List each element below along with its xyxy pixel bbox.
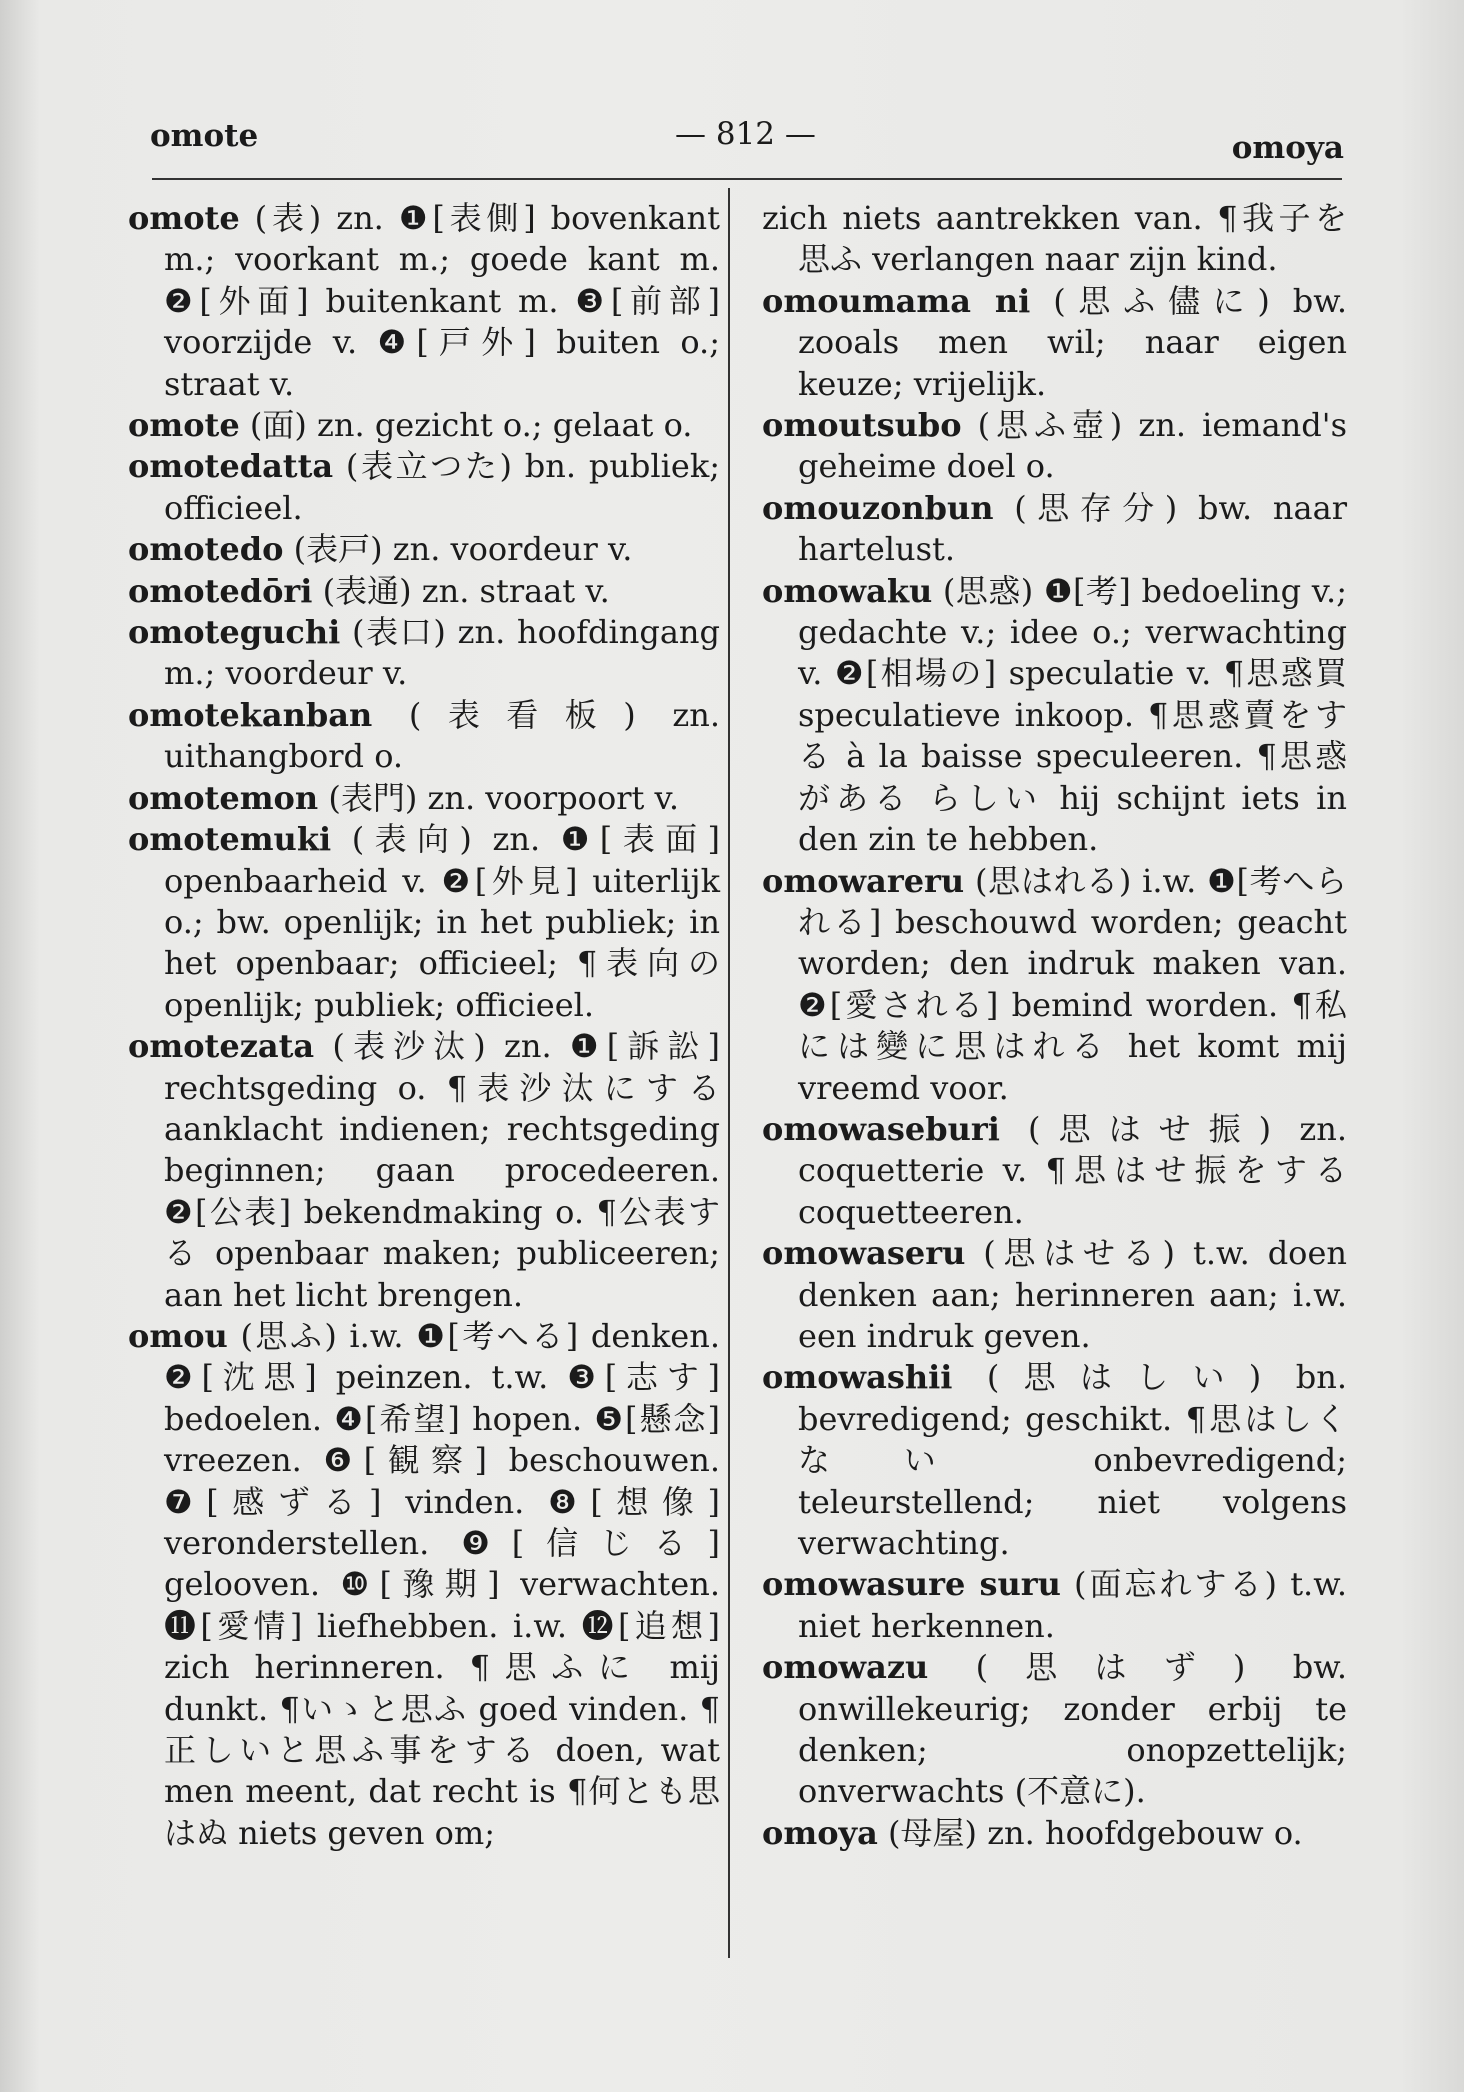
column-divider [728,188,730,1958]
dictionary-entry [128,198,720,405]
entry-text: (思ふ壺) zn. iemand's geheime doel o. [798,406,1347,486]
right-column [762,198,1347,1854]
entry-text: (思はせる) t.w. doen denken aan; herinneren aan; i.w. een indruk geven. [798,1234,1347,1355]
dictionary-entry [762,1109,1347,1233]
entry-text: (表立つた) bn. publiek; officieel. [164,447,720,527]
entry-text: (表) zn. ❶[表側] bovenkant m.; voorkant m.; goede kant m. ❷[外面] buitenkant m. ❸[前部] voorzijde v. ❹[戸外] buiten o.; straat v. [164,199,720,403]
entry-text: (面忘れする) t.w. niet herkennen. [798,1565,1347,1645]
entry-headword: omotemon [128,778,319,817]
page-number: — 812 — [675,116,816,152]
entry-text: (面) zn. gezicht o.; gelaat o. [239,406,693,445]
dictionary-entry [762,571,1347,861]
entry-text: (表向) zn. ❶[表面] openbaarheid v. ❷[外見] uiterlijk o.; bw. openlijk; in het publiek; in het openbaar; officieel; ¶表向の openlijk; publiek; officieel. [164,820,720,1024]
entry-text: (母屋) zn. hoofdgebouw o. [877,1813,1303,1852]
entry-headword: omotezata [128,1027,315,1066]
entry-headword: omowareru [762,861,965,900]
entry-text: (思はせ振) zn. coquetterie v. ¶思はせ振をする coquetteeren. [798,1109,1347,1231]
entry-text: (表門) zn. voorpoort v. [318,778,679,817]
entry-text: (表沙汰) zn. ❶[訴訟] rechtsgeding o. ¶表沙汰にする aanklacht indienen; rechtsgeding beginnen; gaan procedeeren. ❷[公表] bekendmaking o. ¶公表する openbaar maken; publiceeren; aan het licht brengen. [164,1027,720,1314]
left-column [128,198,720,1854]
entry-text: (表口) zn. hoofdingang m.; voordeur v. [164,613,720,693]
entry-headword: omotedo [128,530,284,569]
entry-text: (思ふ) i.w. ❶[考へる] denken. ❷[沈思] peinzen. t.w. ❸[志す] bedoelen. ❹[希望] hopen. ❺[懸念] vreezen. ❻[観察] beschouwen. ❼[感ずる] vinden. ❽[想像] veronderstellen. ❾[信じる] gelooven. ❿[豫期] verwachten. ⓫[愛情] liefhebben. i.w. ⓬[追想] zich herinneren. ¶思ふに mij dunkt. ¶いゝと思ふ goed vinden. ¶正しいと思ふ事をする doen, wat men meent, dat recht is ¶何とも思はぬ niets geven om; [164,1316,720,1852]
dictionary-entry [762,1813,1347,1854]
dictionary-entry [128,405,720,446]
entry-text: (表通) zn. straat v. [312,571,610,610]
entry-headword: omoumama ni [762,281,1031,320]
entry-headword: omou [128,1316,228,1355]
dictionary-entry [128,612,720,695]
entry-headword: omotedatta [128,447,334,486]
dictionary-entry [762,281,1347,405]
entry-headword: omotekanban [128,695,373,734]
dictionary-entry [128,1026,720,1316]
entry-text: (思はず) bw. onwillekeurig; zonder erbij te denken; onopzettelijk; onverwachts (不意に). [798,1648,1347,1811]
dictionary-entry [128,1316,720,1854]
entry-headword: omowaseru [762,1234,966,1273]
header-left-guideword: omote [150,118,259,154]
dictionary-entry [128,571,720,612]
entry-headword: omowasure suru [762,1565,1061,1604]
entry-headword: omoya [762,1813,878,1852]
dictionary-entry [762,488,1347,571]
entry-headword: omoutsubo [762,406,962,445]
entry-text: (思ふ儘に) bw. zooals men wil; naar eigen keuze; vrijelijk. [798,281,1347,403]
dictionary-entry [762,405,1347,488]
entry-headword: omowaku [762,571,933,610]
entry-text: (思はしい) bn. bevredigend; geschikt. ¶思はしくない onbevredigend; teleurstellend; niet volgens verwachting. [798,1358,1347,1562]
dictionary-entry [762,1357,1347,1564]
dictionary-entry [762,1647,1347,1813]
entry-text: zich niets aantrekken van. ¶我子を思ふ verlangen naar zijn kind. [762,199,1347,279]
entry-headword: omotemuki [128,820,332,859]
header-rule [152,178,1342,180]
entry-headword: omote [128,406,240,445]
dictionary-entry [762,861,1347,1109]
entry-text: (表戸) zn. voordeur v. [283,530,633,569]
dictionary-entry [762,1233,1347,1357]
dictionary-entry [762,1564,1347,1647]
entry-text: (思はれる) i.w. ❶[考へられる] beschouwd worden; geacht worden; den indruk maken van. ❷[愛される] bemind worden. ¶私には變に思はれる het komt mij vreemd voor. [798,861,1347,1107]
dictionary-entry [128,695,720,778]
entry-headword: omouzonbun [762,488,994,527]
running-header [150,110,1344,166]
entry-headword: omowazu [762,1648,929,1687]
dictionary-entry [128,446,720,529]
entry-headword: omowashii [762,1358,953,1397]
header-right-guideword: omoya [1231,130,1344,166]
dictionary-entry [128,529,720,570]
entry-text: (思存分) bw. naar hartelust. [798,488,1347,569]
entry-text: (表看板) zn. uithangbord o. [164,695,720,776]
entry-headword: omote [128,199,240,237]
dictionary-entry [128,778,720,819]
entry-text: (思惑) ❶[考] bedoeling v.; gedachte v.; idee o.; verwachting v. ❷[相場の] speculatie v. ¶思惑買 speculatieve inkoop. ¶思惑賣をする à la baisse speculeeren. ¶思惑がある らしい hij schijnt iets in den zin te hebben. [798,571,1347,859]
entry-headword: omotedōri [128,571,313,610]
dictionary-entry-continued [762,198,1347,281]
entry-headword: omowaseburi [762,1109,1000,1148]
dictionary-entry [128,819,720,1026]
entry-headword: omoteguchi [128,613,341,652]
